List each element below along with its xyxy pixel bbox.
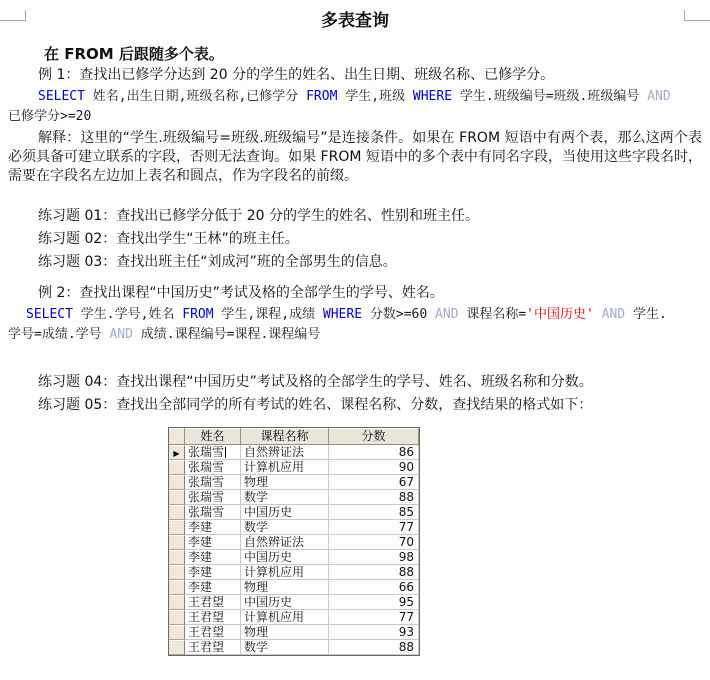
row-selector [169, 640, 185, 655]
cell-score: 95 [329, 595, 419, 610]
sql2-line2 [8, 325, 702, 345]
sql-segment-and: AND [109, 327, 141, 342]
cell-course: 物理 [241, 625, 329, 640]
row-selector [169, 610, 185, 625]
cell-course: 计算机应用 [241, 610, 329, 625]
current-row-arrow-icon: ▶ [173, 449, 180, 458]
cell-name: 张瑞雪 [185, 460, 241, 475]
cell-course: 物理 [241, 475, 329, 490]
sql-statement-2 [8, 305, 702, 345]
cell-name: 张瑞雪 [185, 505, 241, 520]
example1-intro: 例 1：查找出已修学分达到 20 分的学生的姓名、出生日期、班级名称、已修学分。 [38, 67, 555, 83]
sql-segment-and: AND [601, 307, 633, 322]
cell-score: 77 [329, 610, 419, 625]
sql-statement-1 [8, 87, 702, 127]
sql-segment-pl: 成绩.课程编号=课程.课程编号 [140, 327, 321, 342]
column-header-course: 课程名称 [241, 428, 329, 445]
table-row [169, 535, 419, 550]
table-row [169, 625, 419, 640]
sql-segment-pl: 学生,班级 [345, 89, 413, 104]
table-row [169, 460, 419, 475]
table-row [169, 505, 419, 520]
cell-course: 数学 [241, 640, 329, 655]
cell-name: 李建 [185, 565, 241, 580]
row-selector [169, 580, 185, 595]
exercise-02: 练习题 02：查找出学生“王林”的班主任。 [38, 231, 299, 247]
sql-segment-pl: 学生. [632, 307, 667, 322]
page-margin-mark-top-right [684, 10, 710, 21]
table-row [169, 640, 419, 655]
row-selector [169, 565, 185, 580]
sql-segment-pl: 姓名,出生日期,班级名称,已修学分 [92, 89, 307, 104]
sql-segment-pl: 分数>=60 [369, 307, 436, 322]
sql-segment-and: AND [647, 89, 671, 104]
cell-course: 数学 [241, 490, 329, 505]
document-body [0, 10, 710, 415]
exercise-04: 练习题 04：查找出课程“中国历史”考试及格的全部学生的学号、姓名、班级名称和分数。 [38, 374, 593, 390]
cell-name: 王君望 [185, 595, 241, 610]
sql-segment-pl: 课程名称= [466, 307, 527, 322]
cell-course: 中国历史 [241, 505, 329, 520]
row-selector [169, 595, 185, 610]
cell-name: 张瑞雪 [185, 445, 241, 460]
cell-score: 90 [329, 460, 419, 475]
explanation-paragraph: 解释：这里的“学生.班级编号=班级.班级编号”是连接条件。如果在 FROM 短语中有两个表，那么这两个表必须具备可建立联系的字段，否则无法查询。如果 FROM 短语中的多个表中有同名字段，当使用这些字段名时，需要在字段名左边加上表名和圆点，作为字段名的前缀。 [8, 130, 702, 184]
cell-name: 李建 [185, 535, 241, 550]
sql-segment-pl: 学生.班级编号=班级.班级编号 [459, 89, 648, 104]
table-row [169, 490, 419, 505]
sql-segment-and: AND [435, 307, 467, 322]
cell-name: 张瑞雪 [185, 490, 241, 505]
page-title: 多表查询 [321, 11, 389, 31]
cell-course: 中国历史 [241, 550, 329, 565]
cell-score: 66 [329, 580, 419, 595]
cell-score: 85 [329, 505, 419, 520]
sql-segment-str: '中国历史' [526, 307, 602, 322]
cell-course: 自然辨证法 [241, 535, 329, 550]
sql-segment-pl: 学生,课程,成绩 [221, 307, 323, 322]
table-row [169, 565, 419, 580]
sql-segment-kw: SELECT [26, 307, 81, 322]
cell-score: 70 [329, 535, 419, 550]
row-selector [169, 625, 185, 640]
table-row [169, 445, 419, 460]
section-heading: 在 FROM 后跟随多个表。 [44, 45, 224, 63]
table-row [169, 595, 419, 610]
column-header-name: 姓名 [185, 428, 241, 445]
sql-segment-kw: WHERE [412, 89, 460, 104]
table-row [169, 580, 419, 595]
cell-score: 67 [329, 475, 419, 490]
page-margin-mark-top-left [0, 10, 26, 21]
row-selector [169, 550, 185, 565]
sql-segment-pl: 学号=成绩.学号 [8, 327, 110, 342]
row-selector [169, 445, 185, 460]
exercise-03: 练习题 03：查找出班主任“刘成河”班的全部男生的信息。 [38, 254, 397, 270]
table-row [169, 610, 419, 625]
sql-segment-pl: 已修学分>=20 [8, 109, 92, 124]
cell-course: 数学 [241, 520, 329, 535]
row-selector [169, 460, 185, 475]
cell-name: 张瑞雪 [185, 475, 241, 490]
cell-name: 李建 [185, 580, 241, 595]
cell-score: 98 [329, 550, 419, 565]
sql1-line2 [8, 107, 702, 127]
column-header-score: 分数 [329, 428, 419, 445]
sql-segment-kw: SELECT [38, 89, 93, 104]
result-grid-header [169, 428, 419, 445]
cell-course: 中国历史 [241, 595, 329, 610]
result-grid [168, 427, 420, 656]
row-selector [169, 490, 185, 505]
cell-name: 王君望 [185, 610, 241, 625]
selector-header-cell [169, 428, 185, 445]
exercise-01: 练习题 01：查找出已修学分低于 20 分的学生的姓名、性别和班主任。 [38, 208, 479, 224]
cell-name: 李建 [185, 520, 241, 535]
sql-segment-pl: 学生.学号,姓名 [80, 307, 183, 322]
sql-segment-kw: FROM [306, 89, 346, 104]
cell-course: 自然辨证法 [241, 445, 329, 460]
row-selector [169, 535, 185, 550]
sql1-line1 [8, 87, 702, 107]
example2-intro: 例 2：查找出课程“中国历史”考试及格的全部学生的学号、姓名。 [38, 285, 444, 301]
cell-score: 88 [329, 490, 419, 505]
table-row [169, 550, 419, 565]
sql2-line1 [8, 305, 702, 325]
table-row [169, 475, 419, 490]
sql-segment-kw: FROM [182, 307, 222, 322]
cell-name: 王君望 [185, 640, 241, 655]
table-row [169, 520, 419, 535]
cell-score: 86 [329, 445, 419, 460]
cell-name: 王君望 [185, 625, 241, 640]
row-selector [169, 505, 185, 520]
row-selector [169, 475, 185, 490]
cell-score: 88 [329, 565, 419, 580]
exercise-05: 练习题 05：查找出全部同学的所有考试的姓名、课程名称、分数，查找结果的格式如下： [38, 397, 593, 413]
row-selector [169, 520, 185, 535]
sql-segment-kw: WHERE [322, 307, 370, 322]
cell-score: 88 [329, 640, 419, 655]
cell-name: 李建 [185, 550, 241, 565]
cell-course: 计算机应用 [241, 460, 329, 475]
cell-score: 93 [329, 625, 419, 640]
cell-score: 77 [329, 520, 419, 535]
cell-course: 物理 [241, 580, 329, 595]
cell-course: 计算机应用 [241, 565, 329, 580]
